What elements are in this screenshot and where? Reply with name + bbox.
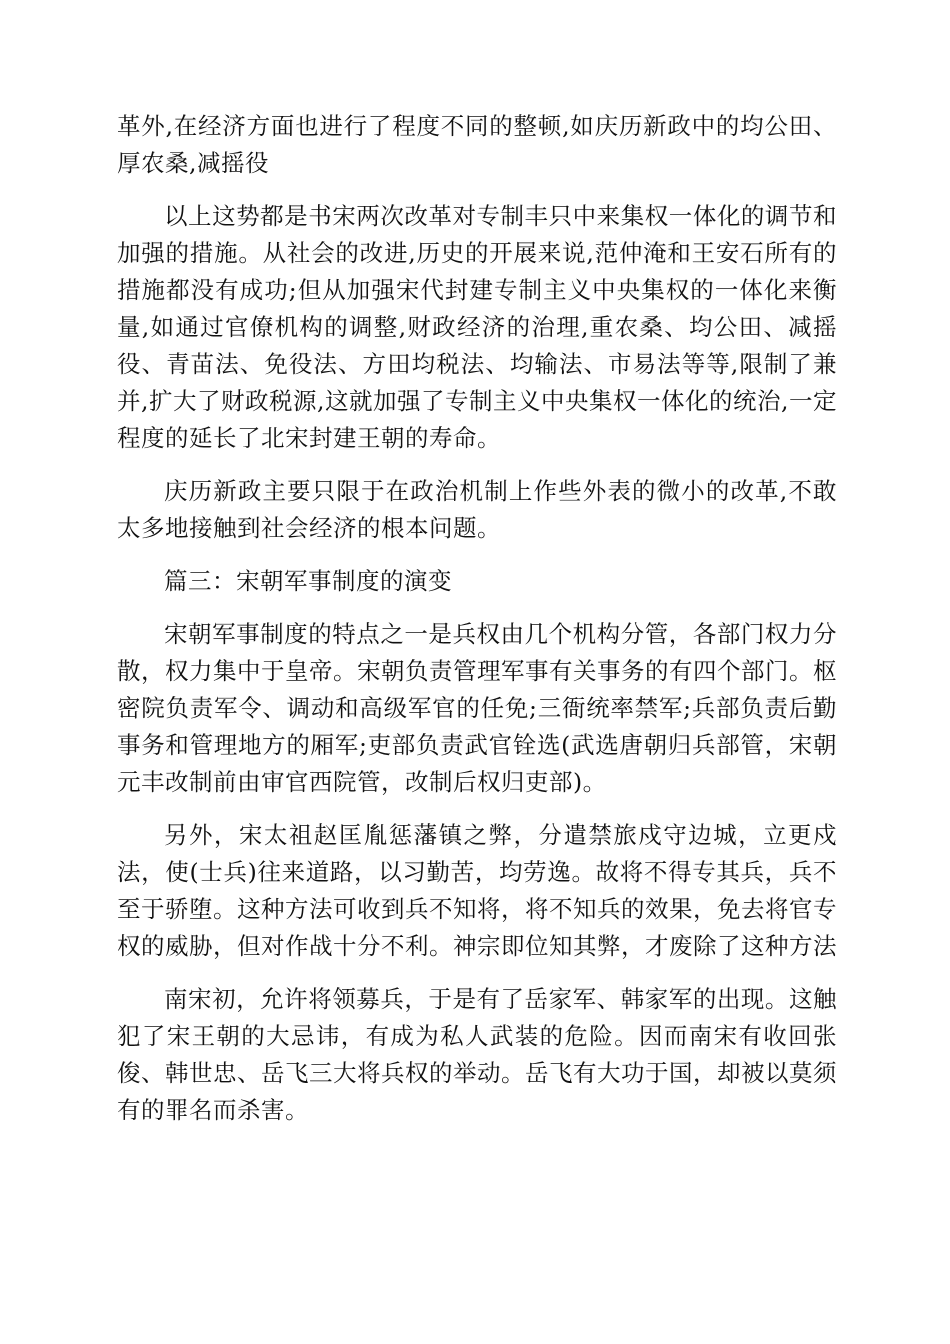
paragraph-qingli-reform: 庆历新政主要只限于在政治机制上作些外表的微小的改革,不敢太多地接触到社会经济的根本问题。: [117, 477, 837, 542]
paragraph-reform-summary: 以上这势都是书宋两次改革对专制丰只中来集权一体化的调节和加强的措施。从社会的改进,历史的开展来说,范仲淹和王安石所有的措施都没有成功;但从加强宋代封建专制主义中央集权的一体化来衡量,如通过官僚机构的调整,财政经济的治理,重农桑、均公田、减摇役、青苗法、免役法、方田均税法、均输法、市易法等等,限制了兼并,扩大了财政税源,这就加强了专制主义中央集权一体化的统治,一定程度的延长了北宋封建王朝的寿命。: [117, 202, 837, 452]
paragraph-southern-song: 南宋初，允许将领募兵，于是有了岳家军、韩家军的出现。这触犯了宋王朝的大忌讳，有成为私人武装的危险。因而南宋有收回张俊、韩世忠、岳飞三大将兵权的举动。岳飞有大功于国，却被以莫须有的罪名而杀害。: [117, 985, 837, 1124]
paragraph-rotation-law: 另外，宋太祖赵匡胤惩藩镇之弊，分遣禁旅戍守边城，立更戍法，使(士兵)往来道路，以习勤苦，均劳逸。故将不得专其兵，兵不至于骄堕。这种方法可收到兵不知将，将不知兵的效果，免去将官专权的威胁，但对作战十分不利。神宗即位知其弊，才废除了这种方法: [117, 821, 837, 960]
section-heading: 篇三：宋朝军事制度的演变: [164, 567, 452, 595]
paragraph-continuation: 革外,在经济方面也进行了程度不同的整顿,如庆历新政中的均公田、厚农桑,减摇役: [117, 112, 837, 177]
document-body: [117, 108, 837, 1145]
paragraph-military-system: 宋朝军事制度的特点之一是兵权由几个机构分管，各部门权力分散，权力集中于皇帝。宋朝负责管理军事有关事务的有四个部门。枢密院负责军令、调动和高级军官的任免;三衙统率禁军;兵部负责后勤事务和管理地方的厢军;吏部负责武官铨选(武选唐朝归兵部管，宋朝元丰改制前由审官西院管，改制后权归吏部)。: [117, 620, 837, 796]
